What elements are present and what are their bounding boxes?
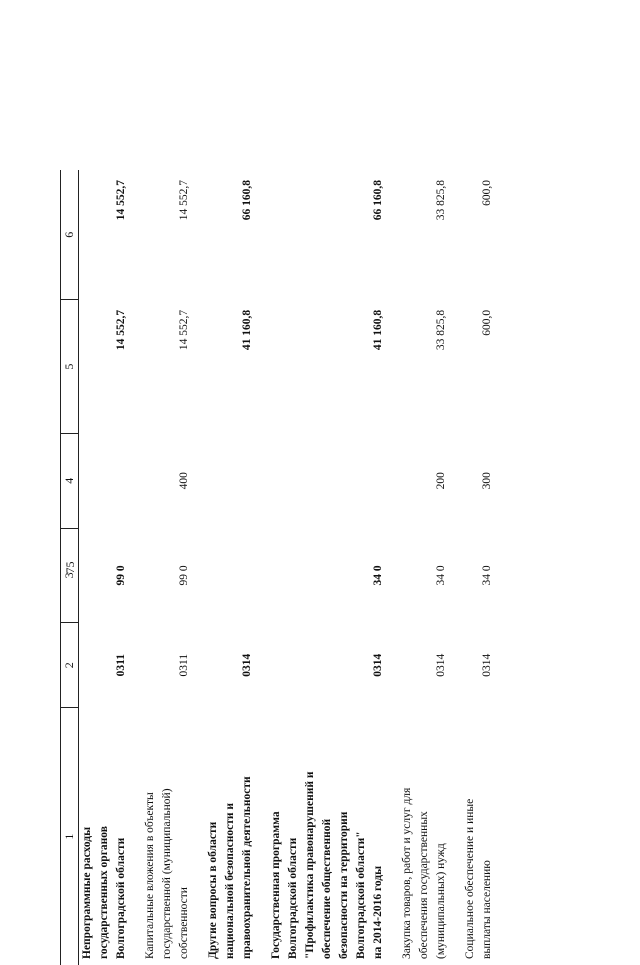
row-name-line: Другие вопросы в области xyxy=(207,821,219,959)
header-row xyxy=(61,170,79,965)
row-name-cell xyxy=(387,708,450,965)
table-row xyxy=(130,170,193,965)
section-code-cell: 0314 xyxy=(481,653,493,677)
amount-column-6-cell: 66 160,8 xyxy=(372,180,384,221)
section-code-cell: 0311 xyxy=(178,653,190,677)
page-number: 75 xyxy=(63,561,77,574)
row-name-line: Закупка товаров, работ и услуг для xyxy=(401,787,413,959)
expense-type-cell: 400 xyxy=(178,472,190,490)
row-name-cell xyxy=(450,708,496,965)
row-name-line: обеспечение общественной xyxy=(321,818,333,959)
program-code-cell xyxy=(193,528,256,623)
amount-column-6-cell: 14 552,7 xyxy=(178,180,190,221)
row-name-line: государственной (муниципальной) xyxy=(161,788,173,959)
row-name-line: Волгоградской области xyxy=(287,837,299,959)
expense-type-cell xyxy=(193,433,256,528)
section-code-cell: 0314 xyxy=(241,653,253,677)
amount-column-6-cell: 66 160,8 xyxy=(241,180,253,221)
budget-table xyxy=(60,170,496,965)
row-name-cell xyxy=(79,708,131,965)
row-name-cell xyxy=(193,708,256,965)
section-code-cell: 0314 xyxy=(435,653,447,677)
row-name-line: на 2014-2016 годы xyxy=(372,865,384,959)
column-header-3: 3 xyxy=(61,528,79,623)
amount-column-5-cell: 14 552,7 xyxy=(178,309,190,351)
row-name-line: государственных органов xyxy=(98,826,110,959)
program-code-cell: 34 0 xyxy=(481,565,493,586)
table-row xyxy=(387,170,450,965)
expense-type-cell: 200 xyxy=(435,472,447,490)
table-row xyxy=(193,170,256,965)
amount-column-5-cell: 33 825,8 xyxy=(435,309,447,351)
program-code-cell: 34 0 xyxy=(435,565,447,586)
amount-column-5-cell: 41 160,8 xyxy=(241,309,253,351)
amount-column-6-cell: 33 825,8 xyxy=(435,180,447,221)
amount-column-5-cell: 600,0 xyxy=(481,309,493,336)
section-code-cell: 0311 xyxy=(115,654,127,677)
amount-column-6-cell: 14 552,7 xyxy=(115,180,127,221)
row-name-line: Государственная программа xyxy=(270,811,282,959)
column-header-2: 2 xyxy=(61,623,79,708)
program-code-cell: 99 0 xyxy=(178,565,190,586)
row-name-line: национальной безопасности и xyxy=(224,802,236,959)
amount-column-5-cell: 41 160,8 xyxy=(372,309,384,351)
column-header-6: 6 xyxy=(61,170,79,300)
row-name-line: выплаты населению xyxy=(481,860,493,959)
row-name-line: Капитальные вложения в объекты xyxy=(144,792,156,959)
row-name-line: обеспечения государственных xyxy=(418,811,430,959)
row-name-line: Волгоградской области" xyxy=(355,831,367,959)
row-name-line: правоохранительной деятельности xyxy=(241,776,253,959)
row-name-line: "Профилактика правонарушений и xyxy=(304,771,316,959)
table-row xyxy=(450,170,496,965)
row-name-line: Волгоградской области xyxy=(115,837,127,959)
expense-type-cell: 300 xyxy=(481,472,493,490)
column-header-4: 4 xyxy=(61,433,79,528)
column-header-5: 5 xyxy=(61,300,79,434)
column-header-1: 1 xyxy=(61,708,79,965)
budget-table-sheet xyxy=(60,170,580,965)
amount-column-5-cell: 14 552,7 xyxy=(115,309,127,351)
amount-column-6-cell: 600,0 xyxy=(481,180,493,206)
table-row xyxy=(79,170,131,965)
row-name-line: безопасности на территории xyxy=(338,811,350,959)
row-name-line: собственности xyxy=(178,887,190,959)
row-name-line: Непрограммные расходы xyxy=(81,826,93,959)
expense-type-cell xyxy=(256,433,387,528)
row-name-cell xyxy=(256,708,387,965)
expense-type-cell xyxy=(79,433,131,528)
row-name-cell xyxy=(130,708,193,965)
program-code-cell: 99 0 xyxy=(115,565,127,586)
row-name-line: Социальное обеспечение и иные xyxy=(464,798,476,959)
section-code-cell: 0314 xyxy=(372,653,384,677)
row-name-line: (муниципальных) нужд xyxy=(435,843,447,959)
program-code-cell: 34 0 xyxy=(372,565,384,586)
table-row xyxy=(256,170,387,965)
